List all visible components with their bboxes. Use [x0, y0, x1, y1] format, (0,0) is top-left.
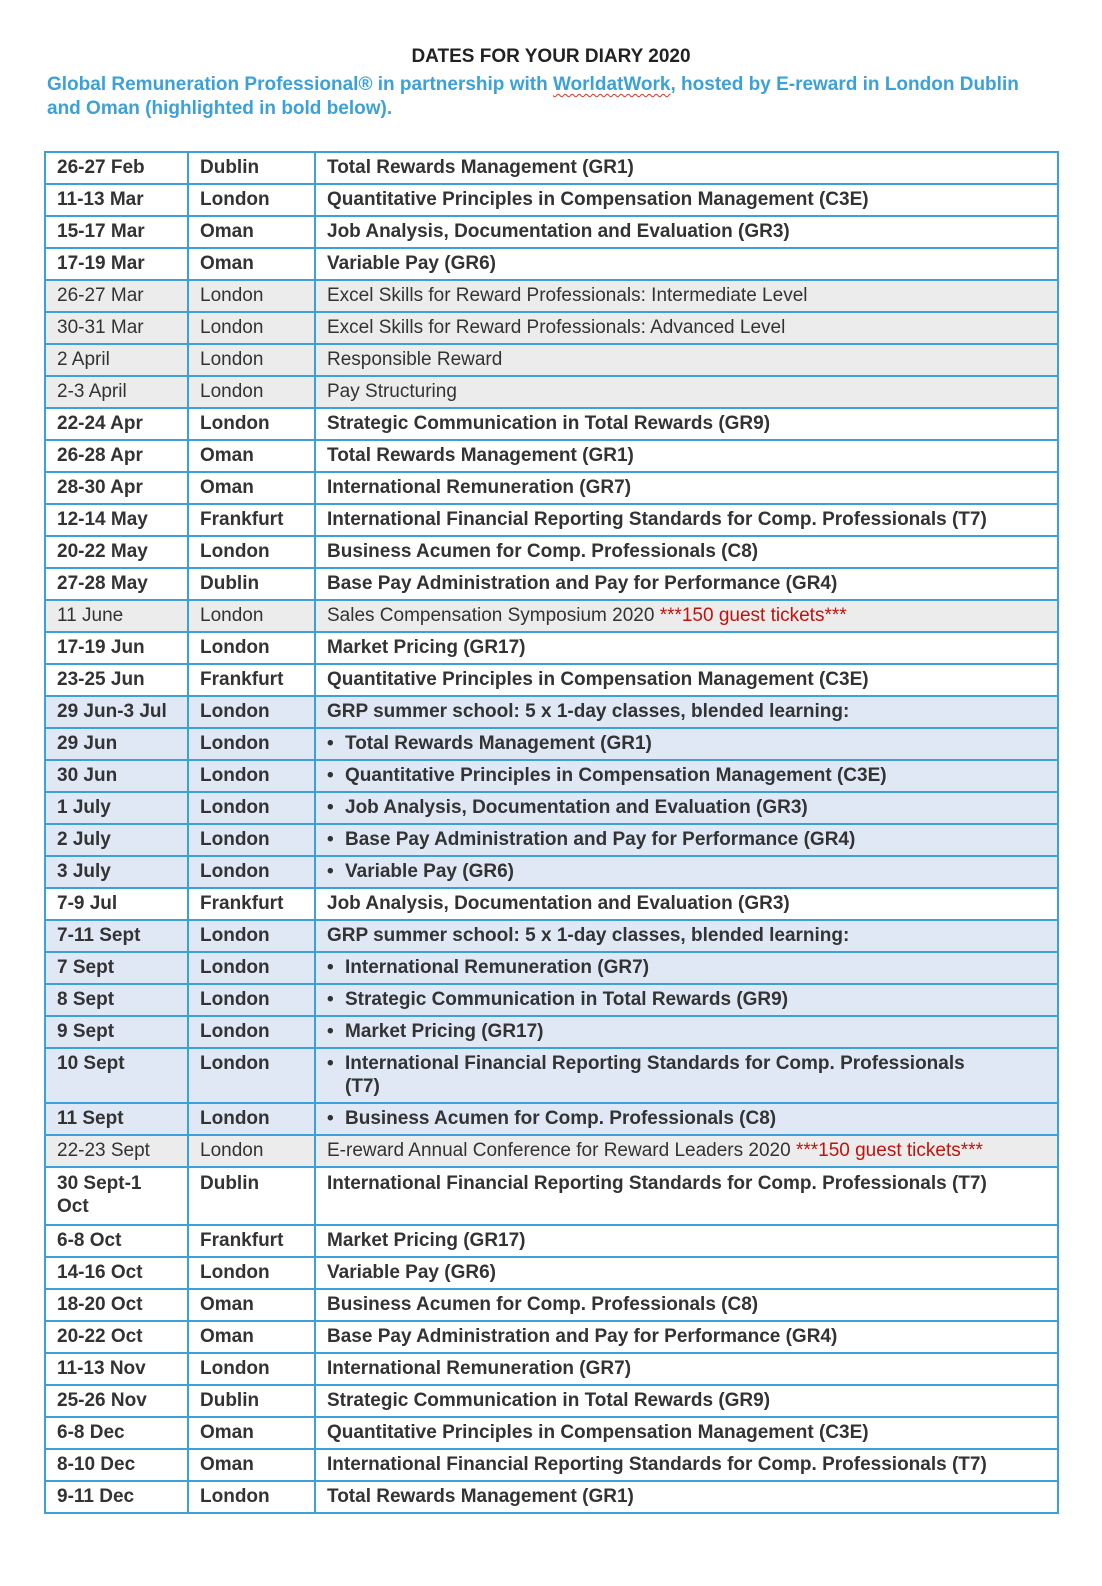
row-city: Frankfurt	[188, 1225, 315, 1257]
bullet-icon: •	[327, 797, 334, 818]
course-title: Quantitative Principles in Compensation Management (C3E)	[327, 1422, 869, 1443]
row-city: London	[188, 760, 315, 792]
row-date: 29 Jun-3 Jul	[45, 696, 188, 728]
bullet-icon: •	[327, 861, 334, 882]
row-date: 11-13 Mar	[45, 184, 188, 216]
row-city: London	[188, 824, 315, 856]
row-course	[315, 568, 1058, 600]
row-date: 12-14 May	[45, 504, 188, 536]
row-city: London	[188, 1481, 315, 1513]
table-row	[45, 1048, 1058, 1103]
row-course	[315, 600, 1058, 632]
row-course	[315, 1417, 1058, 1449]
course-title: Strategic Communication in Total Rewards (GR9)	[327, 1390, 771, 1411]
row-city: London	[188, 1135, 315, 1167]
row-course	[315, 472, 1058, 504]
row-city: London	[188, 1048, 315, 1103]
row-course	[315, 888, 1058, 920]
row-city: Oman	[188, 216, 315, 248]
course-title: Market Pricing (GR17)	[327, 637, 526, 658]
row-date: 2 July	[45, 824, 188, 856]
row-course	[315, 984, 1058, 1016]
row-city: London	[188, 1016, 315, 1048]
row-course	[315, 1167, 1058, 1225]
row-date: 1 July	[45, 792, 188, 824]
table-row	[45, 792, 1058, 824]
table-row	[45, 1449, 1058, 1481]
table-row	[45, 152, 1058, 184]
course-title: Excel Skills for Reward Professionals: Intermediate Level	[327, 285, 808, 306]
row-city: London	[188, 312, 315, 344]
row-date: 15-17 Mar	[45, 216, 188, 248]
diary-table-body	[45, 152, 1058, 1513]
row-city: London	[188, 792, 315, 824]
row-course	[315, 440, 1058, 472]
course-title: Base Pay Administration and Pay for Performance (GR4)	[327, 1326, 838, 1347]
row-course	[315, 760, 1058, 792]
table-row	[45, 408, 1058, 440]
table-row	[45, 504, 1058, 536]
course-title: GRP summer school: 5 x 1-day classes, blended learning:	[327, 701, 850, 722]
course-title: Total Rewards Management (GR1)	[327, 1486, 634, 1507]
row-course	[315, 632, 1058, 664]
row-course	[315, 1016, 1058, 1048]
bullet-icon: •	[327, 733, 334, 754]
row-date: 22-23 Sept	[45, 1135, 188, 1167]
table-row	[45, 856, 1058, 888]
table-row	[45, 344, 1058, 376]
course-title: Total Rewards Management (GR1)	[327, 157, 634, 178]
row-date: 8-10 Dec	[45, 1449, 188, 1481]
row-city: Dublin	[188, 568, 315, 600]
table-row	[45, 248, 1058, 280]
row-city: London	[188, 536, 315, 568]
row-date: 7 Sept	[45, 952, 188, 984]
table-row	[45, 1321, 1058, 1353]
row-city: London	[188, 984, 315, 1016]
course-title: Quantitative Principles in Compensation Management (C3E)	[327, 669, 869, 690]
bullet-icon: •	[327, 1108, 334, 1129]
row-date: 20-22 May	[45, 536, 188, 568]
row-date: 17-19 Mar	[45, 248, 188, 280]
row-city: London	[188, 920, 315, 952]
table-row	[45, 632, 1058, 664]
row-date: 6-8 Dec	[45, 1417, 188, 1449]
row-date: 11 Sept	[45, 1103, 188, 1135]
course-title: Variable Pay (GR6)	[327, 1262, 496, 1283]
table-row	[45, 216, 1058, 248]
row-city: Dublin	[188, 1385, 315, 1417]
page-title: DATES FOR YOUR DIARY 2020	[411, 46, 691, 67]
table-row	[45, 760, 1058, 792]
course-title: Variable Pay (GR6)	[345, 861, 514, 882]
row-course	[315, 856, 1058, 888]
table-row	[45, 888, 1058, 920]
row-course	[315, 344, 1058, 376]
row-date: 27-28 May	[45, 568, 188, 600]
course-title: Total Rewards Management (GR1)	[345, 733, 652, 754]
row-course	[315, 664, 1058, 696]
row-city: Oman	[188, 1417, 315, 1449]
subtitle-intro: Global Remuneration Professional® in partnership with	[47, 74, 553, 95]
table-row	[45, 664, 1058, 696]
course-title: Market Pricing (GR17)	[345, 1021, 544, 1042]
course-title: International Remuneration (GR7)	[327, 477, 632, 498]
course-title: Job Analysis, Documentation and Evaluation (GR3)	[345, 797, 808, 818]
row-date: 26-27 Feb	[45, 152, 188, 184]
row-date: 8 Sept	[45, 984, 188, 1016]
guest-tickets-note: ***150 guest tickets***	[659, 605, 847, 626]
row-course	[315, 376, 1058, 408]
row-course	[315, 1257, 1058, 1289]
table-row	[45, 1289, 1058, 1321]
row-city: Frankfurt	[188, 888, 315, 920]
row-course	[315, 248, 1058, 280]
course-title: Job Analysis, Documentation and Evaluation (GR3)	[327, 221, 790, 242]
bullet-icon: •	[327, 1021, 334, 1042]
row-course	[315, 920, 1058, 952]
row-date: 30 Jun	[45, 760, 188, 792]
course-title: International Financial Reporting Standards for Comp. Professionals (T7)	[327, 1454, 987, 1475]
table-row	[45, 920, 1058, 952]
table-row	[45, 952, 1058, 984]
table-row	[45, 472, 1058, 504]
row-course	[315, 536, 1058, 568]
row-city: Oman	[188, 440, 315, 472]
row-date: 14-16 Oct	[45, 1257, 188, 1289]
row-city: London	[188, 632, 315, 664]
row-course	[315, 184, 1058, 216]
row-course	[315, 408, 1058, 440]
course-title: Pay Structuring	[327, 381, 457, 402]
row-date: 26-27 Mar	[45, 280, 188, 312]
table-row	[45, 1135, 1058, 1167]
course-title: Job Analysis, Documentation and Evaluation (GR3)	[327, 893, 790, 914]
bullet-icon: •	[327, 1053, 334, 1074]
row-date: 7-9 Jul	[45, 888, 188, 920]
table-row	[45, 824, 1058, 856]
row-city: Dublin	[188, 1167, 315, 1225]
row-date: 25-26 Nov	[45, 1385, 188, 1417]
course-title: International Financial Reporting Standards for Comp. Professionals (T7)	[327, 1173, 987, 1194]
course-title: Excel Skills for Reward Professionals: Advanced Level	[327, 317, 786, 338]
course-title: Business Acumen for Comp. Professionals (C8)	[327, 1294, 759, 1315]
row-city: Oman	[188, 472, 315, 504]
row-city: London	[188, 600, 315, 632]
guest-tickets-note: ***150 guest tickets***	[795, 1140, 983, 1161]
table-row	[45, 376, 1058, 408]
subtitle-worldatwork: WorldatWork	[552, 74, 671, 95]
row-date: 18-20 Oct	[45, 1289, 188, 1321]
row-course	[315, 216, 1058, 248]
row-date: 26-28 Apr	[45, 440, 188, 472]
row-course	[315, 792, 1058, 824]
row-course	[315, 1353, 1058, 1385]
table-row	[45, 1481, 1058, 1513]
row-course	[315, 152, 1058, 184]
row-date: 7-11 Sept	[45, 920, 188, 952]
row-city: London	[188, 1257, 315, 1289]
row-city: London	[188, 184, 315, 216]
row-date: 29 Jun	[45, 728, 188, 760]
row-course	[315, 280, 1058, 312]
table-row	[45, 1385, 1058, 1417]
row-course	[315, 1048, 1058, 1103]
table-row	[45, 696, 1058, 728]
table-row	[45, 184, 1058, 216]
row-course	[315, 1103, 1058, 1135]
row-date: 22-24 Apr	[45, 408, 188, 440]
table-row	[45, 1167, 1058, 1225]
course-title: International Remuneration (GR7)	[345, 957, 650, 978]
table-row	[45, 1417, 1058, 1449]
row-course	[315, 1321, 1058, 1353]
row-course	[315, 728, 1058, 760]
course-title: Base Pay Administration and Pay for Performance (GR4)	[327, 573, 838, 594]
table-row	[45, 1225, 1058, 1257]
row-course	[315, 504, 1058, 536]
row-course	[315, 1385, 1058, 1417]
row-course	[315, 696, 1058, 728]
course-title: International Financial Reporting Standards for Comp. Professionals (T7)	[327, 509, 987, 530]
row-city: London	[188, 344, 315, 376]
row-city: London	[188, 856, 315, 888]
table-row	[45, 728, 1058, 760]
table-row	[45, 984, 1058, 1016]
row-city: London	[188, 728, 315, 760]
row-city: Frankfurt	[188, 664, 315, 696]
course-title: Variable Pay (GR6)	[327, 253, 496, 274]
row-course	[315, 312, 1058, 344]
table-row	[45, 1353, 1058, 1385]
bullet-icon: •	[327, 765, 334, 786]
row-course	[315, 1289, 1058, 1321]
course-title: Total Rewards Management (GR1)	[327, 445, 634, 466]
row-date: 2 April	[45, 344, 188, 376]
table-row	[45, 600, 1058, 632]
row-date: 2-3 April	[45, 376, 188, 408]
course-title: Quantitative Principles in Compensation Management (C3E)	[327, 189, 869, 210]
subtitle-rest: , hosted by E-reward in London Dublin and Oman (highlighted in bold below).	[47, 74, 1019, 119]
course-title: E-reward Annual Conference for Reward Leaders 2020	[327, 1140, 796, 1161]
course-title: Market Pricing (GR17)	[327, 1230, 526, 1251]
course-title: Responsible Reward	[327, 349, 503, 370]
table-row	[45, 1103, 1058, 1135]
course-title: Strategic Communication in Total Rewards (GR9)	[345, 989, 789, 1010]
row-date: 30-31 Mar	[45, 312, 188, 344]
row-city: London	[188, 696, 315, 728]
bullet-icon: •	[327, 829, 334, 850]
table-row	[45, 440, 1058, 472]
row-date: 28-30 Apr	[45, 472, 188, 504]
row-city: London	[188, 1353, 315, 1385]
row-city: London	[188, 376, 315, 408]
row-city: Oman	[188, 1449, 315, 1481]
row-city: London	[188, 408, 315, 440]
course-title: Business Acumen for Comp. Professionals (C8)	[327, 541, 759, 562]
table-row	[45, 1016, 1058, 1048]
row-city: London	[188, 280, 315, 312]
row-city: Oman	[188, 1289, 315, 1321]
row-date: 20-22 Oct	[45, 1321, 188, 1353]
row-city: Oman	[188, 248, 315, 280]
page-subtitle	[47, 73, 1057, 121]
row-date: 11 June	[45, 600, 188, 632]
table-row	[45, 1257, 1058, 1289]
course-title: International Financial Reporting Standards for Comp. Professionals (T7)	[345, 1053, 965, 1097]
row-date: 11-13 Nov	[45, 1353, 188, 1385]
row-course	[315, 952, 1058, 984]
course-title: Strategic Communication in Total Rewards (GR9)	[327, 413, 771, 434]
row-course	[315, 1135, 1058, 1167]
table-row	[45, 568, 1058, 600]
course-title: Quantitative Principles in Compensation Management (C3E)	[345, 765, 887, 786]
row-city: Frankfurt	[188, 504, 315, 536]
row-date: 9-11 Dec	[45, 1481, 188, 1513]
course-title: Sales Compensation Symposium 2020	[327, 605, 660, 626]
row-date: 23-25 Jun	[45, 664, 188, 696]
row-city: Oman	[188, 1321, 315, 1353]
diary-table	[44, 151, 1059, 1514]
course-title: GRP summer school: 5 x 1-day classes, blended learning:	[327, 925, 850, 946]
row-course	[315, 824, 1058, 856]
course-title: Business Acumen for Comp. Professionals (C8)	[345, 1108, 777, 1129]
row-date: 10 Sept	[45, 1048, 188, 1103]
row-course	[315, 1449, 1058, 1481]
course-title: Base Pay Administration and Pay for Performance (GR4)	[345, 829, 856, 850]
row-city: London	[188, 1103, 315, 1135]
course-title: International Remuneration (GR7)	[327, 1358, 632, 1379]
row-date: 17-19 Jun	[45, 632, 188, 664]
row-date: 9 Sept	[45, 1016, 188, 1048]
row-course	[315, 1481, 1058, 1513]
row-city: Dublin	[188, 152, 315, 184]
bullet-icon: •	[327, 989, 334, 1010]
row-date: 30 Sept-1 Oct	[45, 1167, 188, 1225]
table-row	[45, 536, 1058, 568]
row-date: 6-8 Oct	[45, 1225, 188, 1257]
bullet-icon: •	[327, 957, 334, 978]
row-course	[315, 1225, 1058, 1257]
table-row	[45, 312, 1058, 344]
row-date: 3 July	[45, 856, 188, 888]
row-city: London	[188, 952, 315, 984]
table-row	[45, 280, 1058, 312]
